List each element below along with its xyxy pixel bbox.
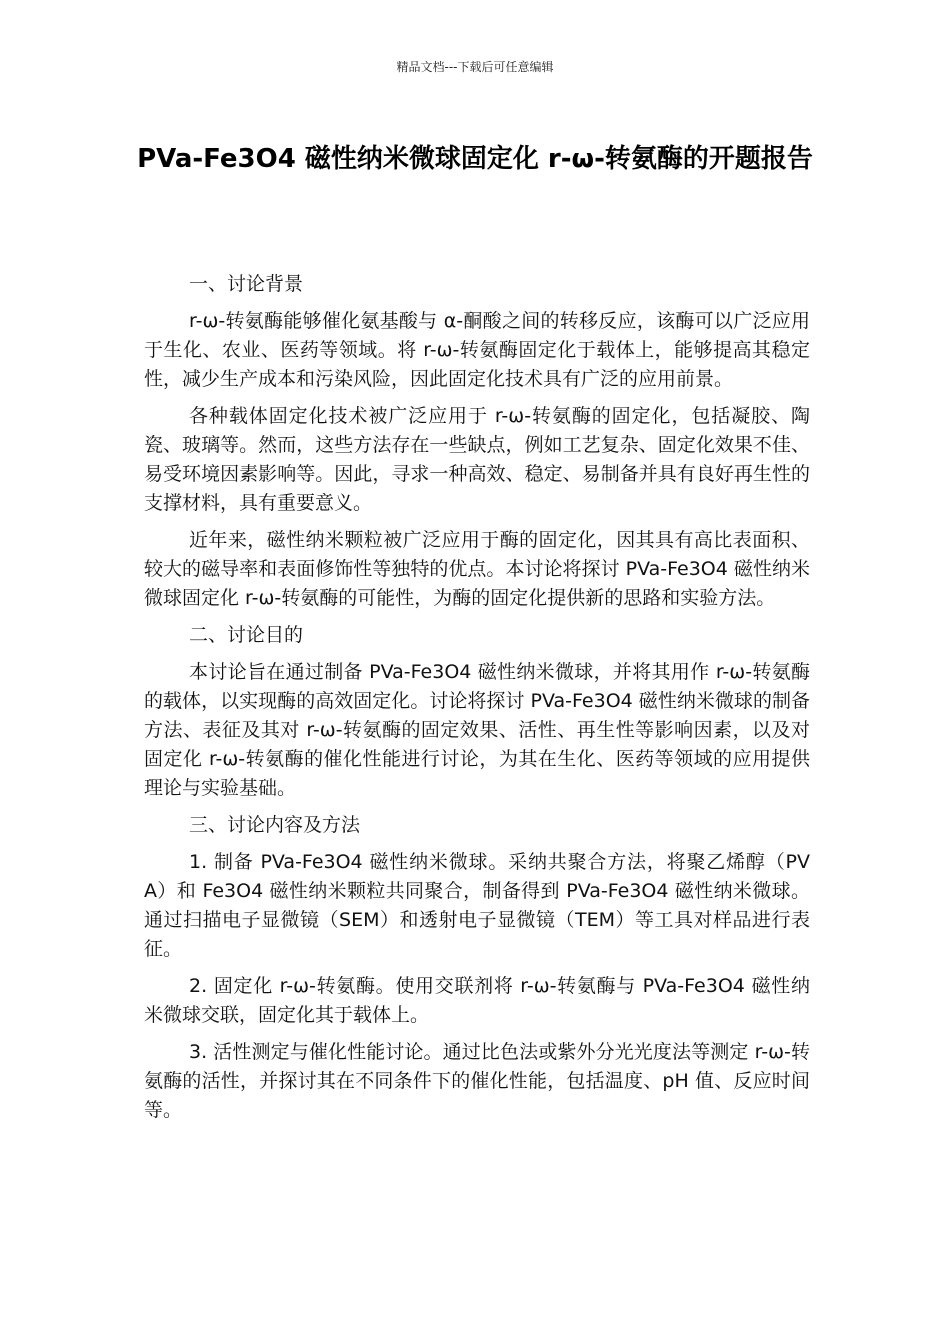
list-item: 2. 固定化 r-ω-转氨酶。使用交联剂将 r-ω-转氨酶与 PVa-Fe3O4 磁性纳米微球交联，固定化其于载体上。 bbox=[144, 975, 810, 1026]
list-item: 3. 活性测定与催化性能讨论。通过比色法或紫外分光光度法等测定 r-ω-转氨酶的活性，并探讨其在不同条件下的催化性能，包括温度、pH 值、反应时间等。 bbox=[144, 1041, 810, 1121]
header-note: 精品文档---下载后可任意编辑 bbox=[396, 60, 554, 74]
document-title: PVa-Fe3O4 磁性纳米微球固定化 r-ω-转氨酶的开题报告 bbox=[137, 144, 813, 174]
paragraph: 近年来，磁性纳米颗粒被广泛应用于酶的固定化，因其具有高比表面积、较大的磁导率和表面修饰性等独特的优点。本讨论将探讨 PVa-Fe3O4 磁性纳米微球固定化 r-ω-转氨酶的可能性，为酶的固定化提供新的思路和实验方法。 bbox=[144, 529, 810, 609]
paragraph: 各种载体固定化技术被广泛应用于 r-ω-转氨酶的固定化，包括凝胶、陶瓷、玻璃等。然而，这些方法存在一些缺点，例如工艺复杂、固定化效果不佳、易受环境因素影响等。因此，寻求一种高效、稳定、易制备并具有良好再生性的支撑材料，具有重要意义。 bbox=[144, 405, 810, 514]
section-heading-purpose: 二、讨论目的 bbox=[189, 624, 304, 646]
list-item: 1. 制备 PVa-Fe3O4 磁性纳米微球。采纳共聚合方法，将聚乙烯醇（PVA）和 Fe3O4 磁性纳米颗粒共同聚合，制备得到 PVa-Fe3O4 磁性纳米微球。通过扫描电子显微镜（SEM）和透射电子显微镜（TEM）等工具对样品进行表征。 bbox=[144, 851, 810, 960]
section-heading-background: 一、讨论背景 bbox=[189, 273, 304, 295]
document-body bbox=[144, 270, 810, 1133]
paragraph: 本讨论旨在通过制备 PVa-Fe3O4 磁性纳米微球，并将其用作 r-ω-转氨酶的载体，以实现酶的高效固定化。讨论将探讨 PVa-Fe3O4 磁性纳米微球的制备方法、表征及其对 r-ω-转氨酶的固定效果、活性、再生性等影响因素，以及对固定化 r-ω-转氨酶的催化性能进行讨论，为其在生化、医药等领域的应用提供理论与实验基础。 bbox=[144, 661, 810, 799]
paragraph: r-ω-转氨酶能够催化氨基酸与 α-酮酸之间的转移反应，该酶可以广泛应用于生化、农业、医药等领域。将 r-ω-转氨酶固定化于载体上，能够提高其稳定性，减少生产成本和污染风险，因此固定化技术具有广泛的应用前景。 bbox=[144, 310, 810, 390]
section-heading-methods: 三、讨论内容及方法 bbox=[189, 814, 361, 836]
